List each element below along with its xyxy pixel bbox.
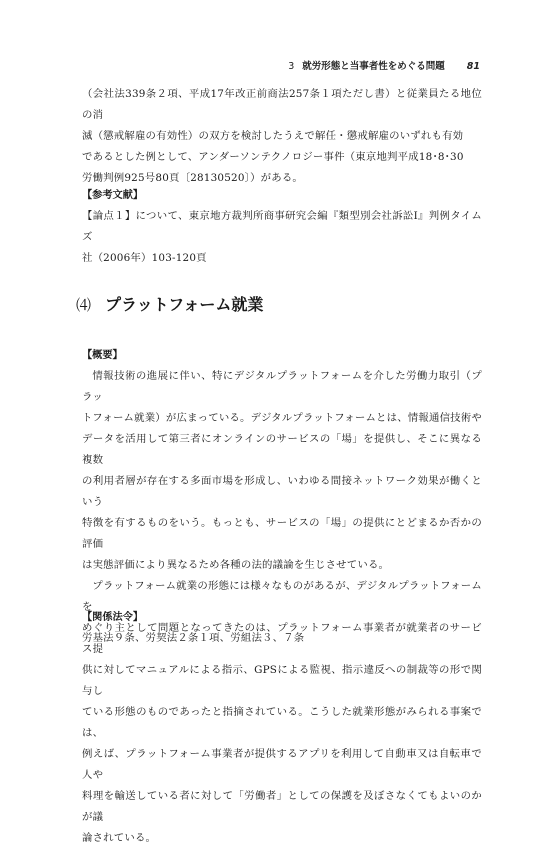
text-line: 社（2006年）103-120頁	[82, 252, 207, 264]
text-line: トフォーム就業）が広まっている。デジタルプラットフォームとは、情報通信技術や	[82, 412, 482, 424]
overview-block	[82, 346, 482, 849]
section-title: プラットフォーム就業	[105, 295, 264, 314]
related-laws-block	[82, 608, 482, 649]
section-number: ⑷	[76, 296, 92, 314]
text-line: であるとした例として、アンダーソンテクノロジー事件（東京地判平成18･8･30	[82, 151, 464, 163]
text-line: 情報技術の進展に伴い、特にデジタルプラットフォームを介した労働力取引（プラッ	[82, 370, 482, 403]
text-line: 料理を輸送している者に対して「労働者」としての保護を及ぼさなくてもよいのかが議	[82, 790, 482, 823]
text-line: 【論点１】について、東京地方裁判所商事研究会編『類型別会社訴訟Ⅰ』判例タイムズ	[82, 210, 482, 243]
text-line: の利用者層が存在する多面市場を形成し、いわゆる間接ネットワーク効果が働くという	[82, 475, 482, 508]
intro-paragraph	[82, 84, 482, 189]
related-laws-text: 労基法９条、労契法２条１項、労組法３、７条	[82, 632, 305, 644]
related-laws-label: 【関係法令】	[82, 612, 144, 623]
text-line: （会社法339条２項、平成17年改正前商法257条１項ただし書）と従業員たる地位の消	[82, 88, 482, 121]
text-line: 論されている。	[82, 832, 157, 844]
text-line: ている形態のものであったと指摘されている。こうした就業形態がみられる事案では、	[82, 706, 482, 739]
references-label: 【参考文献】	[82, 190, 144, 201]
text-line: 滅（懲戒解雇の有効性）の双方を検討したうえで解任・懲戒解雇のいずれも有効	[82, 130, 464, 142]
text-line: プラットフォーム就業の形態には様々なものがあるが、デジタルプラットフォームを	[82, 580, 482, 613]
text-line: 供に対してマニュアルによる指示、GPSによる監視、指示違反への制裁等の形で関与し	[82, 664, 482, 697]
overview-label: 【概要】	[82, 350, 123, 361]
page-number: 81	[466, 61, 480, 72]
section-heading	[76, 292, 263, 315]
text-line: 特徴を有するものをいう。もっとも、サービスの「場」の提供にとどまるか否かの評価	[82, 517, 482, 550]
text-line: は実態評価により異なるため各種の法的議論を生じさせている。	[82, 559, 390, 571]
text-line: 例えば、プラットフォーム事業者が提供するアプリを利用して自動車又は自転車で人や	[82, 748, 482, 781]
text-line: 労働判例925号80頁〔28130520〕）がある。	[82, 172, 304, 184]
chapter-title: 就労形態と当事者性をめぐる問題	[302, 61, 445, 72]
text-line: めぐり主として問題となってきたのは、プラットフォーム事業者が就業者のサービス提	[82, 622, 482, 655]
text-line: データを活用して第三者にオンラインのサービスの「場」を提供し、そこに異なる複数	[82, 433, 482, 466]
overview-paragraph-1	[82, 366, 482, 576]
chapter-number: 3	[288, 61, 295, 72]
running-header	[288, 58, 480, 72]
references-block	[82, 186, 482, 269]
